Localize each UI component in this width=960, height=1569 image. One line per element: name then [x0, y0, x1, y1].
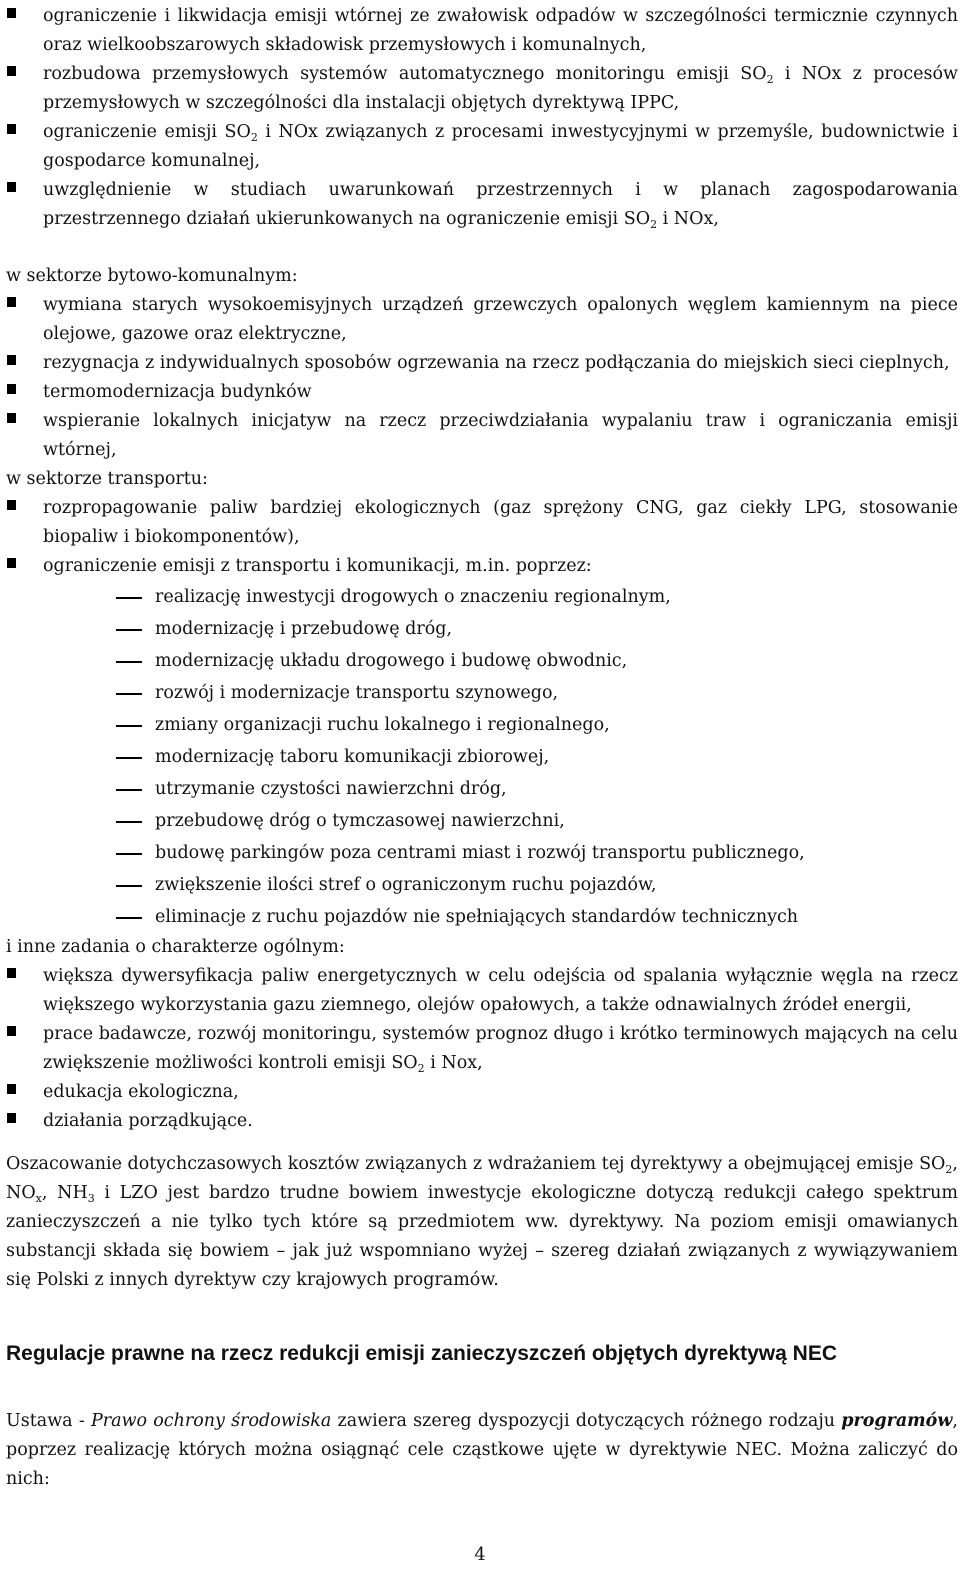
- square-bullet-icon: [7, 8, 16, 18]
- list-item: ograniczenie emisji z transportu i komunikacji, m.in. poprzez:: [6, 552, 958, 581]
- square-bullet-icon: [7, 297, 16, 307]
- square-bullet-icon: [7, 413, 16, 423]
- section-label-household: w sektorze bytowo-komunalnym:: [6, 266, 298, 286]
- transport-bullet-list: [6, 494, 958, 581]
- transport-dash-list: [6, 581, 958, 933]
- dash-bullet-icon: [116, 661, 142, 663]
- list-item: edukacja ekologiczna,: [6, 1078, 958, 1107]
- list-item: termomodernizacja budynków: [6, 378, 958, 407]
- dash-list-item: modernizację taboru komunikacji zbiorowej,: [6, 741, 958, 773]
- dash-list-item: eliminacje z ruchu pojazdów nie spełniających standardów technicznych: [6, 901, 958, 933]
- square-bullet-icon: [7, 1084, 16, 1094]
- dash-list-item: zmiany organizacji ruchu lokalnego i regionalnego,: [6, 709, 958, 741]
- list-item: większa dywersyfikacja paliw energetycznych w celu odejścia od spalania wyłącznie węgla na rzecz większego wykorzystania gazu ziemnego, olejów opałowych, a także odnawialnych źródeł energii,: [6, 962, 958, 1020]
- square-bullet-icon: [7, 384, 16, 394]
- household-bullet-list: [6, 291, 958, 465]
- square-bullet-icon: [7, 1113, 16, 1123]
- dash-bullet-icon: [116, 789, 142, 791]
- dash-bullet-icon: [116, 853, 142, 855]
- dash-list-item: rozwój i modernizacje transportu szynowego,: [6, 677, 958, 709]
- dash-list-item: modernizację układu drogowego i budowę obwodnic,: [6, 645, 958, 677]
- dash-bullet-icon: [116, 757, 142, 759]
- list-item: prace badawcze, rozwój monitoringu, systemów prognoz długo i krótko terminowych mających na celu zwiększenie możliwości kontroli emisji $SO_2$ i Nox,: [6, 1020, 958, 1078]
- list-item: rozbudowa przemysłowych systemów automatycznego monitoringu emisji $SO_2$ i NOx z procesów przemysłowych w szczególności dla instalacji objętych dyrektywą IPPC,: [6, 60, 958, 118]
- list-item: działania porządkujące.: [6, 1107, 958, 1136]
- square-bullet-icon: [7, 968, 16, 978]
- square-bullet-icon: [7, 182, 16, 192]
- dash-bullet-icon: [116, 917, 142, 919]
- dash-bullet-icon: [116, 597, 142, 599]
- section-label-transport: w sektorze transportu:: [6, 469, 208, 489]
- dash-list-item: utrzymanie czystości nawierzchni dróg,: [6, 773, 958, 805]
- general-bullet-list: [6, 962, 958, 1136]
- list-item: wspieranie lokalnych inicjatyw na rzecz przeciwdziałania wypalaniu traw i ograniczania emisji wtórnej,: [6, 407, 958, 465]
- list-item: wymiana starych wysokoemisyjnych urządzeń grzewczych opalonych węglem kamiennym na piece olejowe, gazowe oraz elektryczne,: [6, 291, 958, 349]
- dash-bullet-icon: [116, 725, 142, 727]
- square-bullet-icon: [7, 66, 16, 76]
- dash-bullet-icon: [116, 629, 142, 631]
- square-bullet-icon: [7, 355, 16, 365]
- section-heading: Regulacje prawne na rzecz redukcji emisji zanieczyszczeń objętych dyrektywą NEC: [6, 1342, 837, 1365]
- list-item: ograniczenie emisji $SO_2$ i NOx związanych z procesami inwestycyjnymi w przemyśle, budownictwie i gospodarce komunalnej,: [6, 118, 958, 176]
- dash-list-item: budowę parkingów poza centrami miast i rozwój transportu publicznego,: [6, 837, 958, 869]
- square-bullet-icon: [7, 500, 16, 510]
- spacer: [6, 234, 958, 262]
- list-item: ograniczenie i likwidacja emisji wtórnej ze zwałowisk odpadów w szczególności termicznie czynnych oraz wielkoobszarowych składowisk przemysłowych i komunalnych,: [6, 2, 958, 60]
- dash-list-item: modernizację i przebudowę dróg,: [6, 613, 958, 645]
- square-bullet-icon: [7, 1026, 16, 1036]
- dash-bullet-icon: [116, 885, 142, 887]
- intro-bullet-list: [6, 2, 958, 234]
- list-item: rezygnacja z indywidualnych sposobów ogrzewania na rzecz podłączania do miejskich sieci cieplnych,: [6, 349, 958, 378]
- page-number: 4: [474, 1544, 486, 1565]
- dash-bullet-icon: [116, 693, 142, 695]
- costs-paragraph: Oszacowanie dotychczasowych kosztów związanych z wdrażaniem tej dyrektywy a obejmującej emisje $SO_2$, $NO_x$, $NH_3$ i LZO jest bardzo trudne bowiem inwestycje ekologiczne dotyczą redukcji całego spektrum zanieczyszczeń a nie tylko tych które są przedmiotem ww. dyrektywy. Na poziom emisji omawianych substancji składa się bowiem – jak już wspomniano wyżej – szereg działań związanych z wywiązywaniem się Polski z innych dyrektyw czy krajowych programów.: [6, 1154, 959, 1290]
- dash-list-item: zwiększenie ilości stref o ograniczonym ruchu pojazdów,: [6, 869, 958, 901]
- dash-list-item: przebudowę dróg o tymczasowej nawierzchni,: [6, 805, 958, 837]
- list-item: uwzględnienie w studiach uwarunkowań przestrzennych i w planach zagospodarowania przestrzennego działań ukierunkowanych na ograniczenie emisji $SO_2$ i NOx,: [6, 176, 958, 234]
- square-bullet-icon: [7, 124, 16, 134]
- square-bullet-icon: [7, 558, 16, 568]
- law-paragraph: Ustawa - Prawo ochrony środowiska zawiera szereg dyspozycji dotyczących różnego rodzaju programów, poprzez realizację których można osiągnąć cele cząstkowe ujęte w dyrektywie NEC. Można zaliczyć do nich:: [6, 1411, 958, 1489]
- list-item: rozpropagowanie paliw bardziej ekologicznych (gaz sprężony CNG, gaz ciekły LPG, stosowanie biopaliw i biokomponentów),: [6, 494, 958, 552]
- section-label-general: i inne zadania o charakterze ogólnym:: [6, 937, 345, 957]
- dash-bullet-icon: [116, 821, 142, 823]
- dash-list-item: realizację inwestycji drogowych o znaczeniu regionalnym,: [6, 581, 958, 613]
- document-body: [6, 2, 958, 1494]
